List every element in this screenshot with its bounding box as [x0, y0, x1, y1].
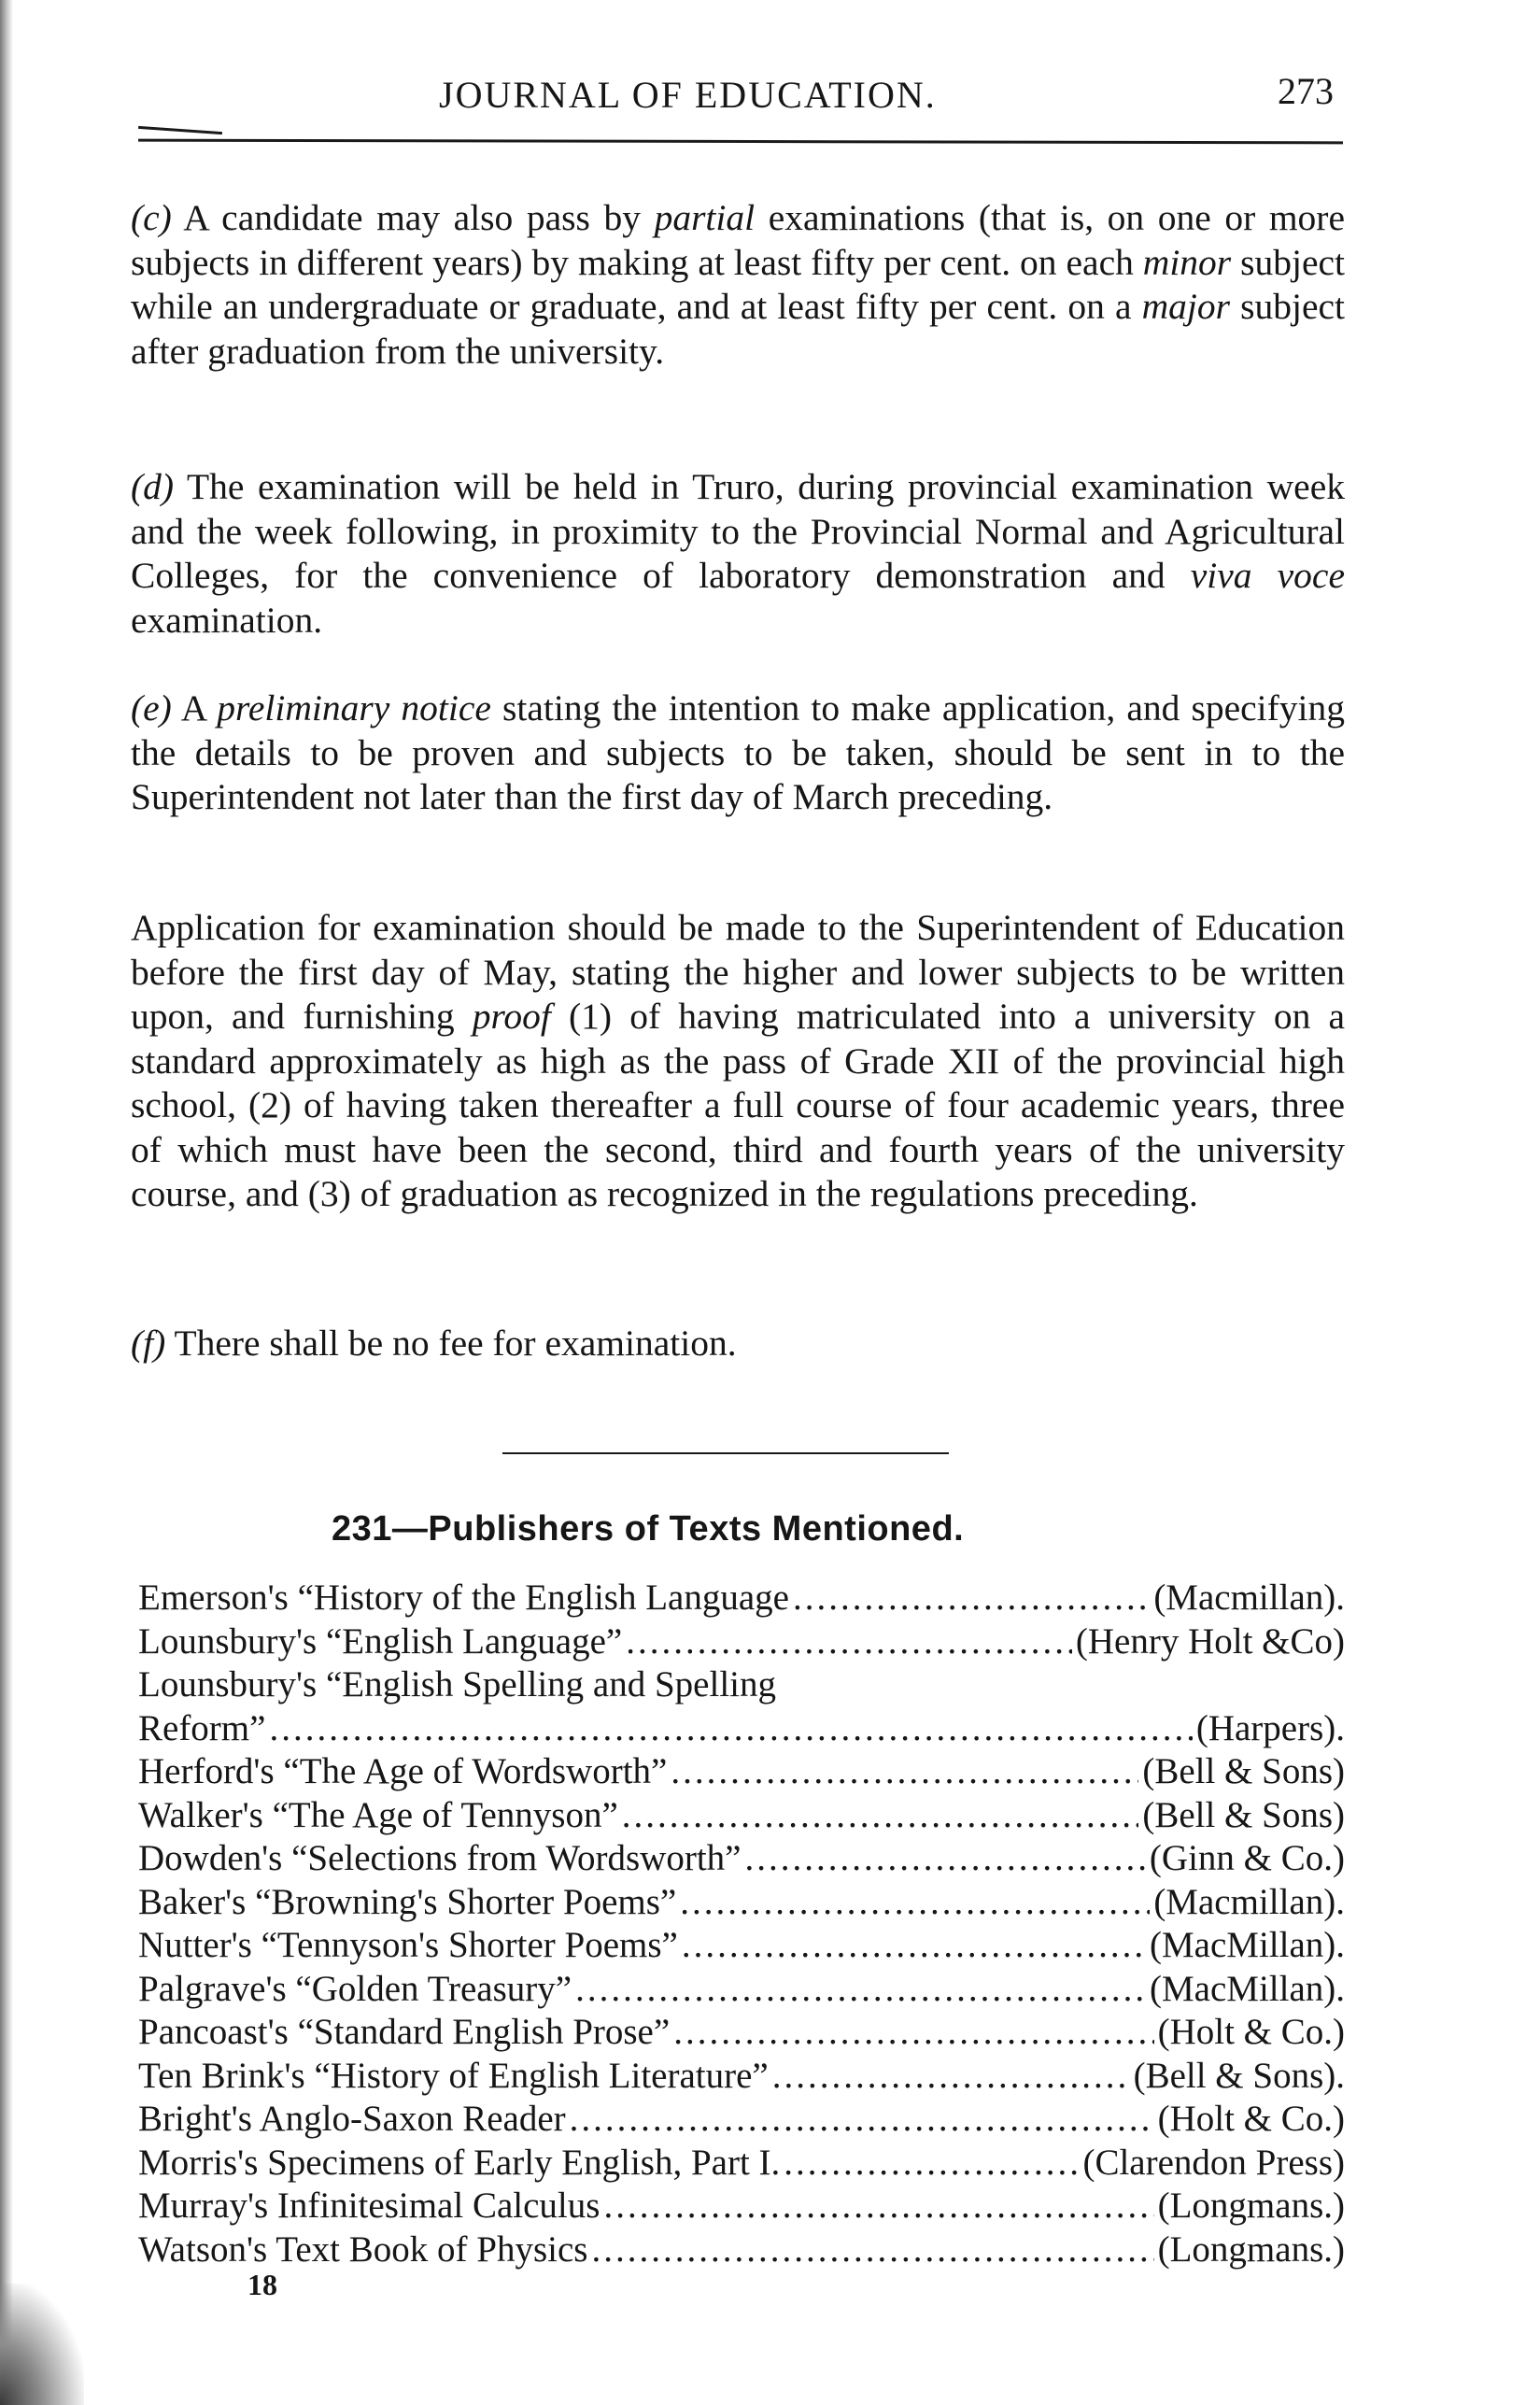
text-title: Pancoast's “Standard English Prose”	[138, 2012, 671, 2052]
text-title: Lounsbury's “English Language”	[138, 1620, 623, 1662]
publisher-name: (MacMillan).	[1149, 1925, 1345, 1965]
list-item	[138, 2228, 1345, 2272]
publisher-name: (Longmans.)	[1157, 2228, 1345, 2270]
dot-leader	[673, 2011, 1153, 2055]
emphasis-text: preliminary notice	[217, 687, 491, 729]
running-title: JOURNAL OF EDUCATION.	[439, 74, 937, 116]
dot-leader	[575, 1968, 1146, 2012]
publisher-name: (MacMillan).	[1149, 1968, 1345, 2009]
list-item	[138, 1968, 1345, 2012]
paragraph-text: stating the intention to make application, and specifying the details to be proven and subjects to be taken, should be sent in to the Superintendent not later than the first day of March preceding.	[131, 687, 1345, 817]
text-title: Emerson's “History of the English Language	[138, 1577, 789, 1618]
paragraph-text: Application for examination should be made to the Superintendent of Education before the first day of May, stating the higher and lower subjects to be written upon, and furnishing	[131, 907, 1345, 1037]
publisher-name: (Holt & Co.)	[1157, 2099, 1345, 2139]
signature-mark: 18	[247, 2268, 277, 2301]
publisher-name: (Bell & Sons)	[1142, 1751, 1345, 1791]
emphasis-text: major	[1141, 286, 1230, 327]
dot-leader	[772, 2055, 1130, 2099]
dot-leader	[682, 1924, 1146, 1968]
text-title: Nutter's “Tennyson's Shorter Poems”	[138, 1925, 678, 1965]
publisher-name: (Bell & Sons).	[1133, 2055, 1345, 2096]
list-item	[138, 2098, 1345, 2142]
publishers-list	[138, 1577, 1345, 2271]
list-item	[138, 1837, 1345, 1881]
paragraph-c	[131, 196, 1345, 374]
paragraph-text: (1) of having matriculated into a university on a standard approximately as high as the pass of Grade XII of the provincial high school, (2) of having taken thereafter a full course of four academic years, three of which must have been the second, third and fourth years of the university course, and (3) of graduation as recognized in the regulations preceding.	[131, 996, 1345, 1214]
dot-leader	[603, 2185, 1153, 2228]
section-heading: 231—Publishers of Texts Mentioned.	[332, 1509, 965, 1549]
list-item	[138, 1663, 1345, 1707]
dot-leader	[591, 2228, 1153, 2272]
list-item	[138, 1881, 1345, 1925]
dot-leader	[626, 1620, 1072, 1664]
dot-leader	[570, 2098, 1154, 2142]
list-item	[138, 1577, 1345, 1620]
dot-leader	[744, 1837, 1145, 1881]
page-corner-shadow	[0, 2284, 84, 2405]
emphasis-text: proof	[472, 996, 551, 1037]
publisher-name: (Harpers).	[1195, 1707, 1345, 1748]
text-title: Lounsbury's “English Spelling and Spelling	[138, 1664, 776, 1705]
list-item	[138, 1750, 1345, 1794]
paragraph-text: examination.	[131, 599, 323, 641]
dot-leader	[671, 1750, 1138, 1794]
emphasis-text: partial	[654, 197, 756, 238]
list-item	[138, 1924, 1345, 1968]
text-title: Reform”	[138, 1707, 266, 1748]
list-item	[138, 1620, 1345, 1664]
paragraph-f	[131, 1322, 1345, 1366]
publisher-name: (Henry Holt &Co)	[1075, 1620, 1345, 1662]
dot-leader	[793, 1577, 1150, 1620]
paragraph-label: (d)	[131, 466, 175, 507]
list-item	[138, 2142, 1345, 2186]
emphasis-text: viva voce	[1190, 555, 1345, 596]
text-title: Baker's “Browning's Shorter Poems”	[138, 1881, 677, 1922]
text-title: Watson's Text Book of Physics	[138, 2228, 588, 2270]
publisher-name: (Macmillan).	[1153, 1577, 1345, 1618]
paragraph-text: A	[171, 687, 218, 729]
paragraph-e	[131, 686, 1345, 820]
paragraph-d	[131, 465, 1345, 643]
text-title: Bright's Anglo-Saxon Reader	[138, 2099, 566, 2139]
publisher-name: (Clarendon Press)	[1082, 2142, 1345, 2183]
paragraph-text: subject while an undergraduate or graduate, and at least fifty per cent. on a	[131, 241, 1345, 327]
text-title: Walker's “The Age of Tennyson”	[138, 1794, 618, 1835]
list-item	[138, 1707, 1345, 1751]
paragraph-text: The examination will be held in Truro, during provincial examination week and the week following, in proximity to the Provincial Normal and Agricultural Colleges, for the convenience of laboratory demonstration and	[131, 466, 1345, 596]
paragraph-text: subject after graduation from the university.	[131, 286, 1345, 372]
publisher-name: (Bell & Sons)	[1142, 1794, 1345, 1835]
paragraph-label: (f)	[131, 1323, 166, 1364]
paragraph-text: examinations (that is, on one or more subjects in different years) by making at least fifty per cent. on each	[131, 197, 1345, 283]
paragraph-label: (e)	[131, 687, 172, 729]
page-number: 273	[1278, 70, 1334, 112]
paragraph-text: There shall be no fee for examination.	[165, 1323, 737, 1364]
dot-leader	[680, 1881, 1150, 1925]
page-edge-shadow	[0, 0, 13, 2405]
publisher-name: (Longmans.)	[1157, 2186, 1345, 2226]
emphasis-text: minor	[1142, 241, 1232, 283]
paragraph-application	[131, 906, 1345, 1217]
paragraph-label: (c)	[131, 197, 172, 238]
publisher-name: (Ginn & Co.)	[1149, 1838, 1345, 1878]
text-title: Murray's Infinitesimal Calculus	[138, 2186, 600, 2226]
text-title: Ten Brink's “History of English Literature”	[138, 2055, 769, 2096]
publisher-name: (Macmillan).	[1153, 1881, 1345, 1922]
list-item	[138, 2055, 1345, 2099]
dot-leader	[269, 1707, 1192, 1751]
section-divider	[502, 1452, 949, 1454]
text-title: Herford's “The Age of Wordsworth”	[138, 1751, 668, 1791]
dot-leader	[622, 1794, 1139, 1838]
header-rule-tick	[138, 126, 222, 134]
header-rule	[138, 139, 1343, 145]
text-title: Dowden's “Selections from Wordsworth”	[138, 1838, 742, 1878]
paragraph-text: A candidate may also pass by	[171, 197, 655, 238]
list-item	[138, 1794, 1345, 1838]
publisher-name: (Holt & Co.)	[1157, 2012, 1345, 2052]
list-item	[138, 2185, 1345, 2228]
text-title: Palgrave's “Golden Treasury”	[138, 1968, 572, 2009]
text-title: Morris's Specimens of Early English, Part I.	[138, 2142, 781, 2183]
list-item	[138, 2011, 1345, 2055]
dot-leader	[784, 2142, 1079, 2186]
